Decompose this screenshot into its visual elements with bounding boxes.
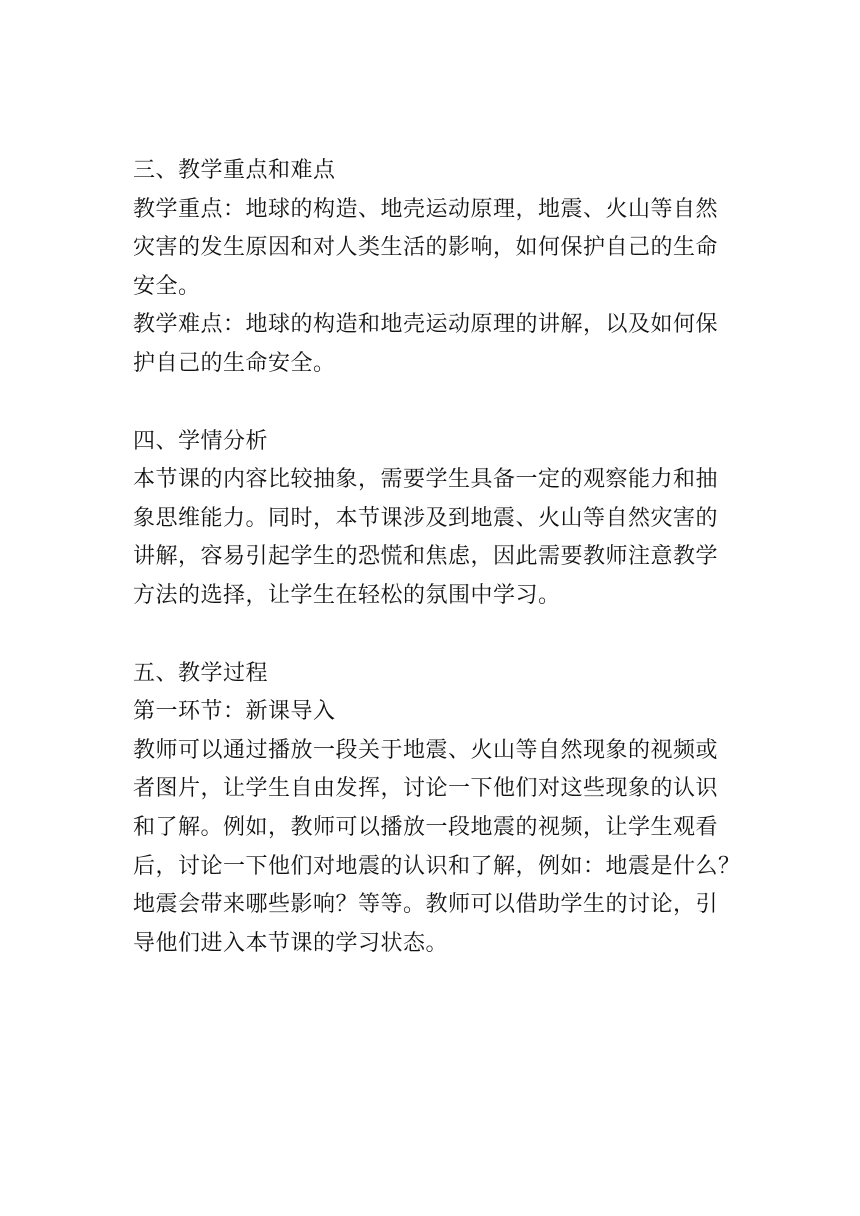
section-heading-key-points: 三、教学重点和难点 xyxy=(133,158,336,183)
introduction-line: 后，讨论一下他们对地震的认识和了解，例如：地震是什么？ xyxy=(133,853,741,879)
introduction-line: 教师可以通过播放一段关于地震、火山等自然现象的视频或 xyxy=(133,737,719,763)
difficulties-line: 教学难点：地球的构造和地壳运动原理的讲解，以及如何保 xyxy=(133,312,719,338)
paragraph-spacer xyxy=(133,384,733,423)
learner-analysis-line: 方法的选择，让学生在轻松的氛围中学习。 xyxy=(133,582,561,608)
difficulties-line: 护自己的生命安全。 xyxy=(133,350,336,376)
section-heading-learner-analysis: 四、学情分析 xyxy=(133,428,269,454)
key-points-line: 教学重点：地球的构造、地壳运动原理，地震、火山等自然 xyxy=(133,196,719,222)
introduction-line: 地震会带来哪些影响？等等。教师可以借助学生的讨论，引 xyxy=(133,892,719,918)
learner-analysis-line: 象思维能力。同时，本节课涉及到地震、火山等自然灾害的 xyxy=(133,505,719,531)
learner-analysis-line: 本节课的内容比较抽象，需要学生具备一定的观察能力和抽 xyxy=(133,467,719,493)
document-page xyxy=(133,152,741,963)
introduction-line: 和了解。例如，教师可以播放一段地震的视频，让学生观看 xyxy=(133,814,719,840)
key-points-line: 灾害的发生原因和对人类生活的影响，如何保护自己的生命 xyxy=(133,235,719,261)
introduction-line: 导他们进入本节课的学习状态。 xyxy=(133,930,449,956)
subheading-introduction: 第一环节：新课导入 xyxy=(133,699,336,725)
paragraph-spacer xyxy=(133,616,733,655)
learner-analysis-line: 讲解，容易引起学生的恐慌和焦虑，因此需要教师注意教学 xyxy=(133,544,719,570)
introduction-line: 者图片，让学生自由发挥，讨论一下他们对这些现象的认识 xyxy=(133,776,719,802)
section-heading-teaching-process: 五、教学过程 xyxy=(133,660,269,686)
key-points-line: 安全。 xyxy=(133,273,201,299)
